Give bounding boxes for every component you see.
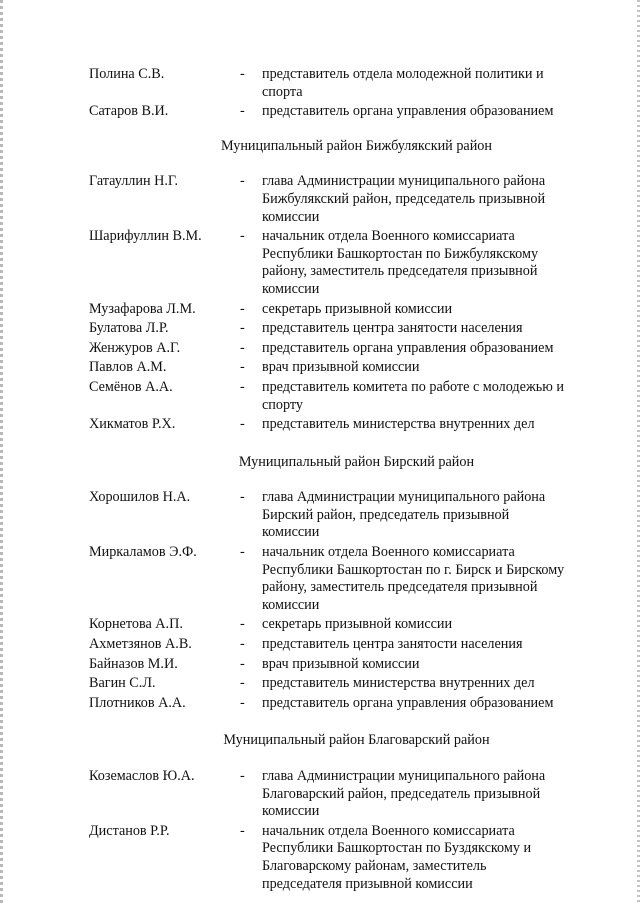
member-role-line: глава Администрации муниципального района	[262, 173, 546, 190]
member-role-line: Благоварскому районам, заместитель	[262, 857, 487, 874]
member-row	[89, 173, 604, 226]
member-dash: -	[240, 822, 245, 839]
member-role-line: спорту	[262, 396, 303, 413]
member-role	[262, 416, 604, 434]
member-row	[89, 768, 604, 821]
member-dash: -	[240, 228, 245, 245]
member-role-line: Республики Башкортостан по Буздякскому и	[262, 840, 532, 857]
member-role	[262, 359, 604, 377]
member-dash: -	[240, 616, 245, 633]
member-role-line: председателя призывной комиссии	[262, 875, 473, 892]
member-role-line: представитель органа управления образованием	[262, 694, 554, 711]
scan-edge-left	[0, 0, 3, 905]
member-role-line: Благоварский район, председатель призывной	[262, 785, 541, 802]
member-role-line: глава Администрации муниципального района	[262, 768, 546, 784]
member-role-line: представитель органа управления образованием	[262, 339, 554, 356]
member-name: Павлов А.М.	[89, 359, 167, 376]
member-role-line: представитель центра занятости населения	[262, 636, 523, 653]
member-dash: -	[240, 544, 245, 561]
section-heading: Муниципальный район Бижбулякский район	[220, 137, 492, 154]
member-dash: -	[240, 675, 245, 692]
member-dash: -	[240, 378, 245, 395]
member-row	[89, 359, 604, 377]
member-role	[262, 228, 604, 298]
member-role-line: представитель центра занятости населения	[262, 320, 523, 337]
member-role	[262, 544, 604, 614]
member-row	[89, 228, 604, 298]
member-role-line: Республики Башкортостан по г. Бирск и Бирскому	[262, 561, 565, 578]
member-role	[262, 823, 604, 893]
member-row	[89, 489, 604, 542]
member-role	[262, 695, 604, 713]
member-dash: -	[240, 489, 245, 506]
member-dash: -	[240, 359, 245, 376]
member-role-line: представитель комитета по работе с молодежью и	[262, 378, 564, 395]
member-row	[89, 416, 604, 434]
member-role-line: Бирский район, председатель призывной	[262, 506, 510, 523]
section-spacer	[89, 434, 604, 454]
member-role	[262, 675, 604, 693]
member-role-line: Бижбулякский район, председатель призывной	[262, 190, 546, 207]
member-role-line: комиссии	[262, 524, 320, 541]
member-role-line: району, заместитель председателя призывной	[262, 579, 538, 596]
member-row	[89, 616, 604, 634]
member-row	[89, 675, 604, 693]
member-role-line: начальник отдела Военного комиссариата	[262, 822, 515, 839]
member-dash: -	[240, 416, 245, 433]
member-dash: -	[240, 636, 245, 653]
member-role-line: врач призывной комиссии	[262, 359, 420, 376]
member-name: Плотников А.А.	[89, 694, 186, 711]
member-row	[89, 340, 604, 358]
section-spacer	[89, 121, 604, 138]
member-dash: -	[240, 300, 245, 317]
member-role	[262, 173, 604, 226]
member-name: Полина С.В.	[89, 66, 165, 82]
member-role	[262, 66, 604, 101]
section-spacer	[89, 471, 604, 489]
member-role-line: представитель министерства внутренних дел	[262, 675, 535, 692]
section-heading: Муниципальный район Благоварский район	[223, 732, 490, 749]
member-name: Шарифуллин В.М.	[89, 228, 202, 245]
member-role	[262, 379, 604, 414]
member-role-line: спорта	[262, 83, 303, 100]
member-row	[89, 66, 604, 101]
section-heading: Муниципальный район Бирский район	[238, 453, 475, 470]
member-role	[262, 320, 604, 338]
member-dash: -	[240, 173, 245, 190]
member-name: Хорошилов Н.А.	[89, 489, 191, 506]
member-role-line: представитель министерства внутренних дел	[262, 416, 535, 433]
member-role-line: району, заместитель председателя призывной	[262, 263, 538, 280]
member-role-line: представитель отдела молодежной политики и	[262, 66, 544, 82]
member-name: Гатауллин Н.Г.	[89, 173, 179, 190]
member-dash: -	[240, 694, 245, 711]
member-role-line: секретарь призывной комиссии	[262, 616, 453, 633]
member-name: Миркаламов Э.Ф.	[89, 544, 197, 561]
section-spacer	[89, 712, 604, 732]
member-role-line: комиссии	[262, 208, 320, 225]
member-row	[89, 301, 604, 319]
member-dash: -	[240, 768, 245, 784]
member-dash: -	[240, 103, 245, 120]
member-role-line: глава Администрации муниципального района	[262, 489, 546, 506]
member-row	[89, 656, 604, 674]
member-role-line: начальник отдела Военного комиссариата	[262, 228, 515, 245]
member-row	[89, 695, 604, 713]
member-role-line: представитель органа управления образованием	[262, 103, 554, 120]
member-row	[89, 379, 604, 414]
member-role-line: секретарь призывной комиссии	[262, 300, 453, 317]
member-name: Семёнов А.А.	[89, 378, 173, 395]
member-name: Сатаров В.И.	[89, 103, 169, 120]
member-role	[262, 103, 604, 121]
member-row	[89, 636, 604, 654]
member-role	[262, 301, 604, 319]
member-role-line: комиссии	[262, 596, 320, 613]
section-spacer	[89, 750, 604, 768]
member-dash: -	[240, 66, 245, 82]
member-role-line: врач призывной комиссии	[262, 655, 420, 672]
member-role	[262, 636, 604, 654]
member-dash: -	[240, 655, 245, 672]
member-role	[262, 656, 604, 674]
member-role-line: Республики Башкортостан по Бижбулякскому	[262, 245, 539, 262]
member-name: Хикматов Р.Х.	[89, 416, 176, 433]
member-name: Музафарова Л.М.	[89, 300, 196, 317]
member-row	[89, 544, 604, 614]
document-page	[89, 66, 604, 893]
member-role	[262, 340, 604, 358]
member-role	[262, 616, 604, 634]
member-role-line: комиссии	[262, 803, 320, 820]
member-name: Корнетова А.П.	[89, 616, 183, 633]
member-name: Булатова Л.Р.	[89, 320, 169, 337]
member-name: Байназов М.И.	[89, 655, 178, 672]
member-name: Коземаслов Ю.А.	[89, 768, 195, 784]
member-dash: -	[240, 339, 245, 356]
member-name: Женжуров А.Г.	[89, 339, 181, 356]
section-spacer	[89, 155, 604, 173]
member-row	[89, 103, 604, 121]
member-row	[89, 320, 604, 338]
member-role-line: начальник отдела Военного комиссариата	[262, 544, 515, 561]
member-name: Ахметзянов А.В.	[89, 636, 192, 653]
member-dash: -	[240, 320, 245, 337]
member-role	[262, 768, 604, 821]
member-name: Вагин С.Л.	[89, 675, 156, 692]
member-row	[89, 823, 604, 893]
member-role	[262, 489, 604, 542]
member-role-line: комиссии	[262, 280, 320, 297]
member-name: Дистанов Р.Р.	[89, 822, 170, 839]
